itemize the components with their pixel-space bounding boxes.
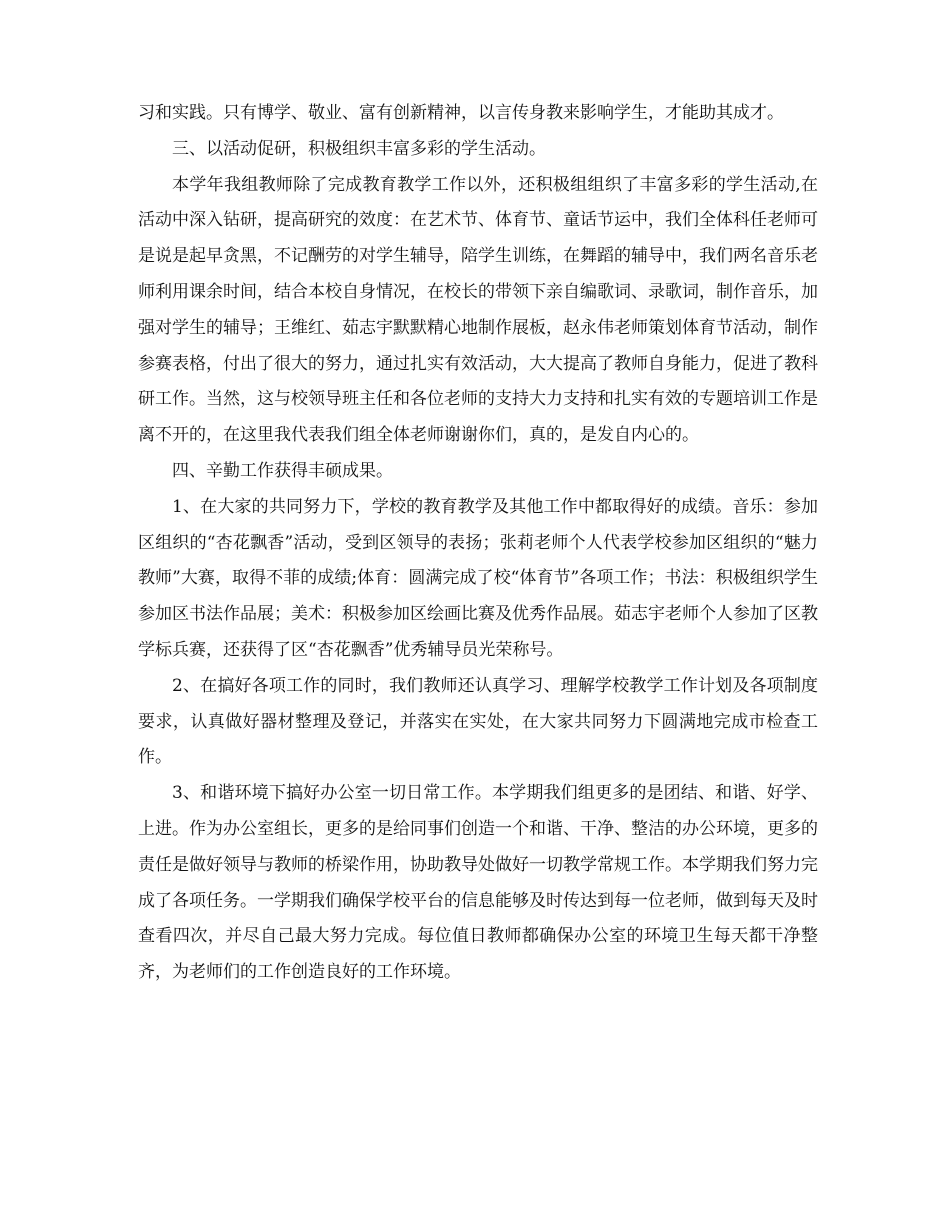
paragraph-achievement-2: 2、在搞好各项工作的同时，我们教师还认真学习、理解学校教学工作计划及各项制度要求，认真做好器材整理及登记，并落实在实处，在大家共同努力下圆满地完成市检查工作。: [138, 675, 818, 768]
paragraph-activities: 本学年我组教师除了完成教育教学工作以外，还积极组组织了丰富多彩的学生活动,在活动中深入钻研，提高研究的效度：在艺术节、体育节、童话节运中，我们全体科任老师可是说是起早贪黑，不记酬劳的对学生辅导，陪学生训练，在舞蹈的辅导中，我们两名音乐老师利用课余时间，结合本校自身情况，在校长的带领下亲自编歌词、录歌词，制作音乐，加强对学生的辅导；王维红、茹志宇默默精心地制作展板，赵永伟老师策划体育节活动，制作参赛表格，付出了很大的努力，通过扎实有效活动，大大提高了教师自身能力，促进了教科研工作。当然，这与校领导班主任和各位老师的支持大力支持和扎实有效的专题培训工作是离不开的，在这里我代表我们组全体老师谢谢你们，真的，是发自内心的。: [138, 174, 818, 446]
paragraph-continuation: 习和实践。只有博学、敬业、富有创新精神，以言传身教来影响学生，才能助其成才。: [138, 103, 784, 123]
section-heading-4: 四、辛勤工作获得丰硕成果。: [172, 460, 393, 481]
paragraph-achievement-1: 1、在大家的共同努力下，学校的教育教学及其他工作中都取得好的成绩。音乐：参加区组织的“杏花飘香”活动，受到区领导的表扬；张莉老师个人代表学校参加区组织的“魅力教师”大赛，取得不菲的成绩;体育：圆满完成了校“体育节”各项工作；书法：积极组织学生参加区书法作品展；美术：积极参加区绘画比赛及优秀作品展。茹志宇老师个人参加了区教学标兵赛，还获得了区“杏花飘香”优秀辅导员光荣称号。: [138, 496, 818, 660]
section-heading-3: 三、以活动促研，积极组织丰富多彩的学生活动。: [172, 138, 546, 159]
paragraph-achievement-3: 3、和谐环境下搞好办公室一切日常工作。本学期我们组更多的是团结、和谐、好学、上进。作为办公室组长，更多的是给同事们创造一个和谐、干净、整洁的办公环境，更多的责任是做好领导与教师的桥梁作用，协助教导处做好一切教学常规工作。本学期我们努力完成了各项任务。一学期我们确保学校平台的信息能够及时传达到每一位老师，做到每天及时查看四次，并尽自己最大努力完成。每位值日教师都确保办公室的环境卫生每天都干净整齐，为老师们的工作创造良好的工作环境。: [138, 783, 818, 983]
document-body: [138, 96, 818, 991]
